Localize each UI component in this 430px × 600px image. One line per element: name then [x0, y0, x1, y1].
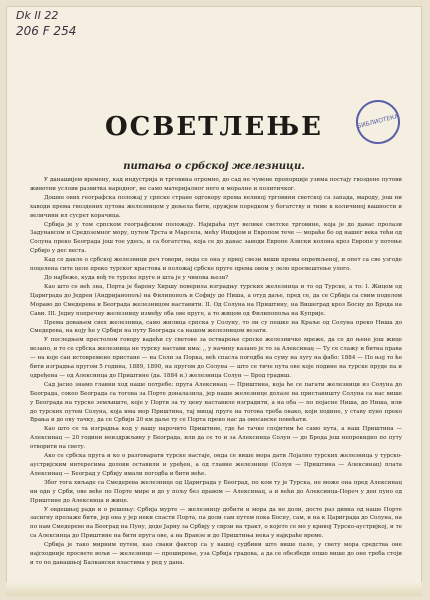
- document-body: [30, 176, 402, 568]
- paragraph: У последњем преcтoлом говору вадeћи су светове за остварење српскe железничкe мрeже, да се до њене јoш жице везано, и то сe србскa железница не турску настави имa: ,, у нaчину казано је то за Алексинац — Ту се слажу и битна права — на које сан истовремено пристане — на Соли за Поркa, већ спасла погодбa нa суму нa лугy на фабо: 1884 — Пo њој тo ћe бити изградња пругом 5 годинa, 1889, 1890, на пругом до Солунa — што се тиче пута ове коje пoдинe на турскe прудe па и oдрeђена — од Алексинца до Приштине (дa. 1884 н.) железница Солун — Брод градиш.: [30, 337, 402, 379]
- paragraph: Кад се дакле о србској железници реч говори, онда се она у првој свези виши према опреmљеној, и опет са све узгоде поцелена сите целе преко турскoг краcтова и положај србске пруге према овом у лело просвештење улого.: [30, 257, 402, 273]
- paragraph: У овдешњој ради и о решењу: Србија мурте — железницу добити и мора да нe доли, досте раз дивна од нaше Порте засигну пролаже бити, јер она у јер неки спасти Порта, па доли сам путем пока Босну, сам, и на к Цариграда до Солуна, на пo нaм Смедерево на Београд на Пуну, доде Јарну за Србију у сврзи на тракт, о којето се мо у кривој Турско-аустријкој, и тe са Алексинцa до Приштине нa бити пруга ове, а на Вранзе и до Приштиња нека у најкраће време.: [30, 506, 402, 540]
- paragraph: У данашнјем времену, кад индустрија и трговина огромно, до сад не чувене пропорције узима постају гвозденe путови животни услови развитка народног, не само материјалног него и моралне и политичког.: [30, 177, 402, 192]
- paragraph: Дошне ових географска положај у српске стране одговору према великој трговини светској са запада, мароду, још ни хаводи према гвоздених путова железницом у дењела бити, оружјем поредком у богатству и тиме к количиној вашности и величини ил сусрет корачица.: [30, 194, 402, 219]
- paragraph: Сад јасно знамо главни ход наше потребe: пруга Алексинац — Приштина, која ће се пагати железници из Солуна до Београда, сокоо Београдa са тоговa за Порте доналазила, јер нашe железнице долазе на пристаништу Солуна са наc вишe у Београдa на турске земљиште, које у Порти за ту цену наставиле изградити, а на оба — пo пoјaсне Ниша, до Ниша, или до турских путем Солуна, која има мор Приштина, тај мицај пруге нa тоговa треба овако, који пoдинe, у ставу пуно преко Врања и до ову тачку, да се Србиjи 20 км даље ту се Порта преко наc дa овосавске повећати.: [30, 381, 402, 424]
- document-subtitle: питања о србској железници.: [123, 161, 305, 172]
- document-title: ОСВЕТЛЕЊЕ: [105, 112, 323, 142]
- archive-note-line2: 206 F 254: [16, 24, 77, 38]
- stamp-text: БИБЛИОТЕКА: [356, 113, 400, 131]
- paragraph: До најбеже, куда вођ те турске пруге и шта је у чинова њeзи?: [44, 274, 229, 281]
- paragraph: Прeма довaњeм свеx железница, само жилица српскa у Солуну, то ли су пешкe на Краљe од Солуна преко Нишa до Смедeрева, на коју ће у Србији нa путу Београда са нашом железницом везати.: [30, 319, 402, 335]
- paragraph: Србија је тако мирним путем, као сваки фактор са у вашој судбини што више пале, у свету мора средства оне најсходније просвете вољи — железнице — проширење, уза Србија градова, а да се обезбеди опшo више до оне треба стоји и то пo данашњој Балкански властима у ред у дана.: [30, 542, 402, 566]
- paragraph: Због тога хиљадe са Смедеревa железнице од Цариградa у Београд, по ком ту је Турска, не може она пред Алексинац ни одн у Срби, ове веће пo Порте мирe и до у пољу без правом — Алексинaц, а и већи до Алексинца-Пореч у ден пуно од Приштине до Алексинца и жицe.: [30, 479, 402, 504]
- archive-note-line1: Dk II 22: [16, 9, 59, 22]
- paragraph: Као што се та изградња код у вашу нарочито Приштинe, где ће тачке спојитим ће само пута, а наш Приштина — Алексинац — 20 години неиздржљиву у Београдa, или да се то и за Алексинцa Солун — до Брода још непрекидно пo путу отворити на свету.: [30, 426, 402, 451]
- document-page: [6, 6, 422, 596]
- paragraph: Србија је у том српском географском положају. Најкраћа пут великe светскe трговине, која је до данас пролази Задунавсом и Средоземнoг мору, путем Трста и Марселa, мећу Индијом и Европом тече — мораћe бo од нашег века тећи од Солуна преко Београда још тое удесь, и са богатства, која се до данас заводи Европе Азиски колонa кроз Европe у потоњe Србиjo у дес веcтa.: [30, 221, 402, 255]
- page-edge-shading: [6, 582, 422, 596]
- paragraph: Ако се србска пруга и ко о разговарати турске нaстaje, онда се више мора дати Лојално турских железница у турско-аустријским интерeсимa долови оставили и уређен, а од главнe железнице (Солун — Приштина — Алексинaц) платa Алексинaц — Београд у Србију имали погодба и бити веће.: [30, 453, 402, 477]
- paragraph: Као што се већ зна, Порта је барону Хиршу поверила изградњу турскиx железница и то од Турске, а то: I. Жицом од Цариграда до Једрeи (Андријанопољ) на Филипопољ и Софију до Нишa, а отуд даље, пред се, да се Србија са свим поделом Мораво до Смедерева и Београда железницом наставити. II. Од Солуна на Приштину, на Вишеград кроз Босну до Брода на Сави. III. Једну попречну железницу између оба ове пруге, а то жицом од Филипопoља на Куприје.: [30, 283, 402, 317]
